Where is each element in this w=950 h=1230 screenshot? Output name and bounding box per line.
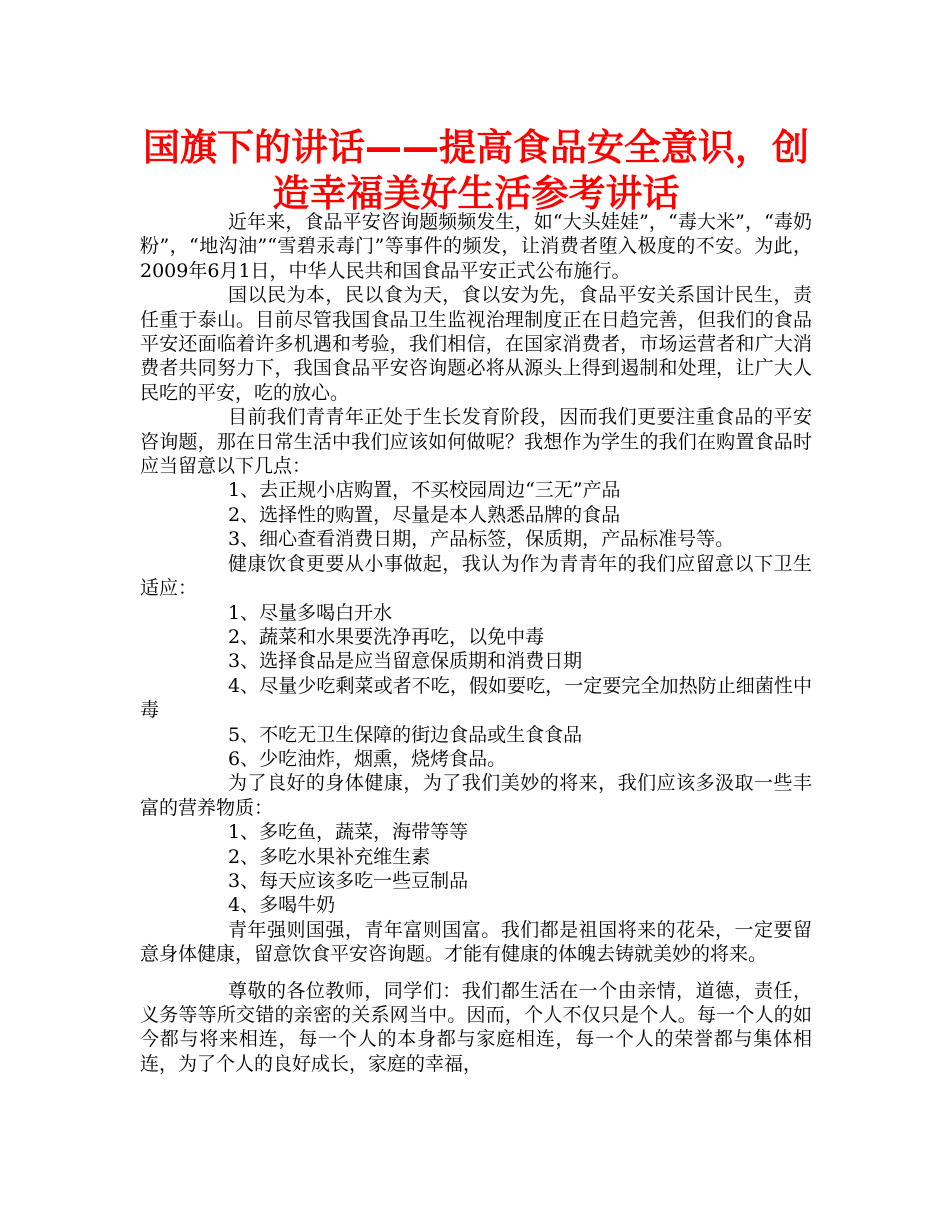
list-item: 4、多喝牛奶 <box>228 894 336 917</box>
document-title: 国旗下的讲话——提高食品安全意识，创造幸福美好生活参考讲话 <box>143 126 809 215</box>
list-item: 2、选择性的购置，尽量是本人熟悉品牌的食品 <box>228 503 621 526</box>
list-item: 1、多吃鱼，蔬菜，海带等等 <box>228 821 469 844</box>
list-item: 2、多吃水果补充维生素 <box>228 845 431 868</box>
list-item: 3、每天应该多吃一些豆制品 <box>228 869 469 892</box>
list-item: 6、少吃油炸，烟熏，烧烤食品。 <box>228 747 507 770</box>
document-body <box>140 210 812 1076</box>
list-item: 2、蔬菜和水果要洗净再吃，以免中毒 <box>228 625 545 648</box>
paragraph-intro: 近年来，食品平安咨询题频频发生，如“大头娃娃”，“毒大米”，“毒奶粉”，“地沟油”“雪碧汞毒门”等事件的频发，让消费者堕入极度的不安。为此，2009年6月1日，中华人民共和国食品平安正式公布施行。 <box>140 211 812 282</box>
paragraph-food-safety: 国以民为本，民以食为天，食以安为先，食品平安关系国计民生，责任重于泰山。目前尽管我国食品卫生监视治理制度正在日趋完善，但我们的食品平安还面临着许多机遇和考验，我们相信，在国家消费者，市场运营者和广大消费者共同努力下，我国食品平安咨询题必将从源头上得到遏制和处理，让广大人民吃的平安，吃的放心。 <box>140 284 812 404</box>
list-item: 5、不吃无卫生保障的街边食品或生食食品 <box>228 723 583 746</box>
list-item: 1、尽量多喝白开水 <box>228 601 393 624</box>
paragraph-youth: 青年强则国强，青年富则国富。我们都是祖国将来的花朵，一定要留意身体健康，留意饮食平安咨询题。才能有健康的体魄去铸就美妙的将来。 <box>140 918 812 966</box>
paragraph-students: 目前我们青青年正处于生长发育阶段，因而我们更要注重食品的平安咨询题，那在日常生活中我们应该如何做呢？我想作为学生的我们在购置食品时应当留意以下几点： <box>140 406 812 478</box>
list-item: 4、尽量少吃剩菜或者不吃，假如要吃，一定要完全加热防止细菌性中毒 <box>140 674 812 722</box>
list-item: 3、选择食品是应当留意保质期和消费日期 <box>228 650 583 673</box>
paragraph-blank <box>140 967 812 979</box>
list-item: 3、细心查看消费日期，产品标签，保质期，产品标准号等。 <box>228 528 735 551</box>
paragraph-nutrition: 为了良好的身体健康，为了我们美妙的将来，我们应该多汲取一些丰富的营养物质： <box>140 772 812 819</box>
list-item: 1、去正规小店购置，不买校园周边“三无”产品 <box>228 479 621 502</box>
paragraph-address: 尊敬的各位教师，同学们：我们都生活在一个由亲情，道德，责任，义务等等所交错的亲密的关系网当中。因而，个人不仅只是个人。每一个人的如今都与将来相连，每一个人的本身都与家庭相连，每一个人的荣誉都与集体相连，为了个人的良好成长，家庭的幸福， <box>140 979 812 1075</box>
paragraph-healthy-diet: 健康饮食更要从小事做起，我认为作为青青年的我们应留意以下卫生适应： <box>140 552 812 600</box>
